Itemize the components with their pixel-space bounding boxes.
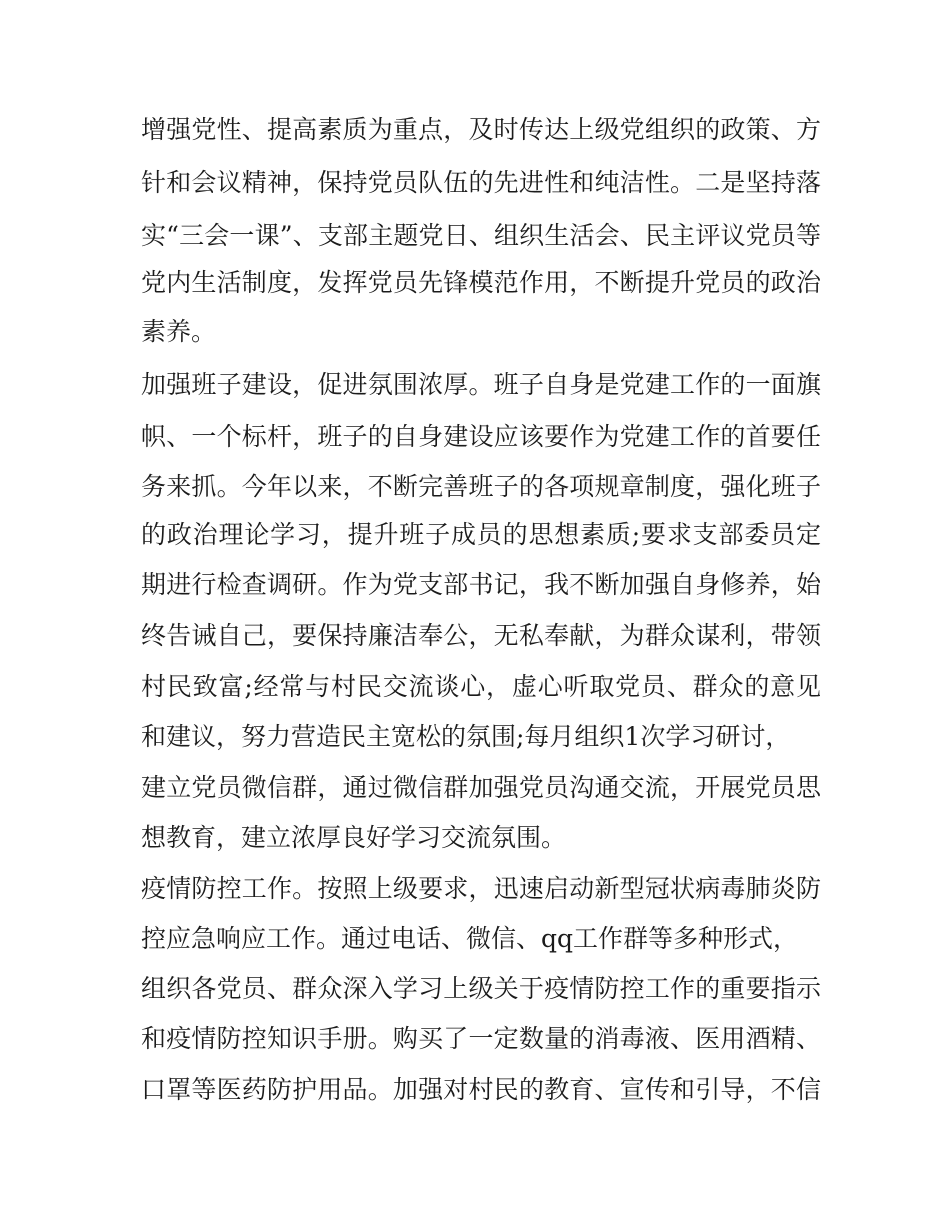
text-line: 素养。: [141, 317, 217, 346]
text-line: 疫情防控工作。按照上级要求，迅速启动新型冠状病毒肺炎防: [141, 874, 821, 903]
text-line: 帜、一个标杆，班子的自身建设应该要作为党建工作的首要任: [141, 422, 821, 451]
text-line: 和建议，努力营造民主宽松的氛围;每月组织1次学习研讨，: [141, 722, 791, 751]
text-line: 务来抓。今年以来，不断完善班子的各项规章制度，强化班子: [141, 472, 821, 501]
text-line: 村民致富;经常与村民交流谈心，虚心听取党员、群众的意见: [141, 672, 821, 701]
text-line: 和疫情防控知识手册。购买了一定数量的消毒液、医用酒精、: [141, 1024, 821, 1053]
text-line: 终告诫自己，要保持廉洁奉公，无私奉献，为群众谋利，带领: [141, 621, 821, 650]
text-line: 组织各党员、群众深入学习上级关于疫情防控工作的重要指示: [141, 974, 821, 1003]
text-line: 期进行检查调研。作为党支部书记，我不断加强自身修养，始: [141, 570, 821, 599]
text-line: 加强班子建设，促进氛围浓厚。班子自身是党建工作的一面旗: [141, 370, 821, 399]
text-line: 口罩等医药防护用品。加强对村民的教育、宣传和引导，不信: [141, 1075, 821, 1104]
text-line: 实“三会一课”、支部主题党日、组织生活会、民主评议党员等: [141, 221, 821, 250]
text-line: 想教育，建立浓厚良好学习交流氛围。: [141, 823, 567, 852]
text-line: 的政治理论学习，提升班子成员的思想素质;要求支部委员定: [141, 520, 821, 549]
text-line: 党内生活制度，发挥党员先锋模范作用，不断提升党员的政治: [141, 268, 821, 297]
text-line: 建立党员微信群，通过微信群加强党员沟通交流，开展党员思: [141, 773, 821, 802]
text-line: 控应急响应工作。通过电话、微信、qq工作群等多种形式，: [141, 924, 799, 953]
text-line: 针和会议精神，保持党员队伍的先进性和纯洁性。二是坚持落: [141, 168, 821, 197]
text-line: 增强党性、提高素质为重点，及时传达上级党组织的政策、方: [141, 115, 821, 144]
